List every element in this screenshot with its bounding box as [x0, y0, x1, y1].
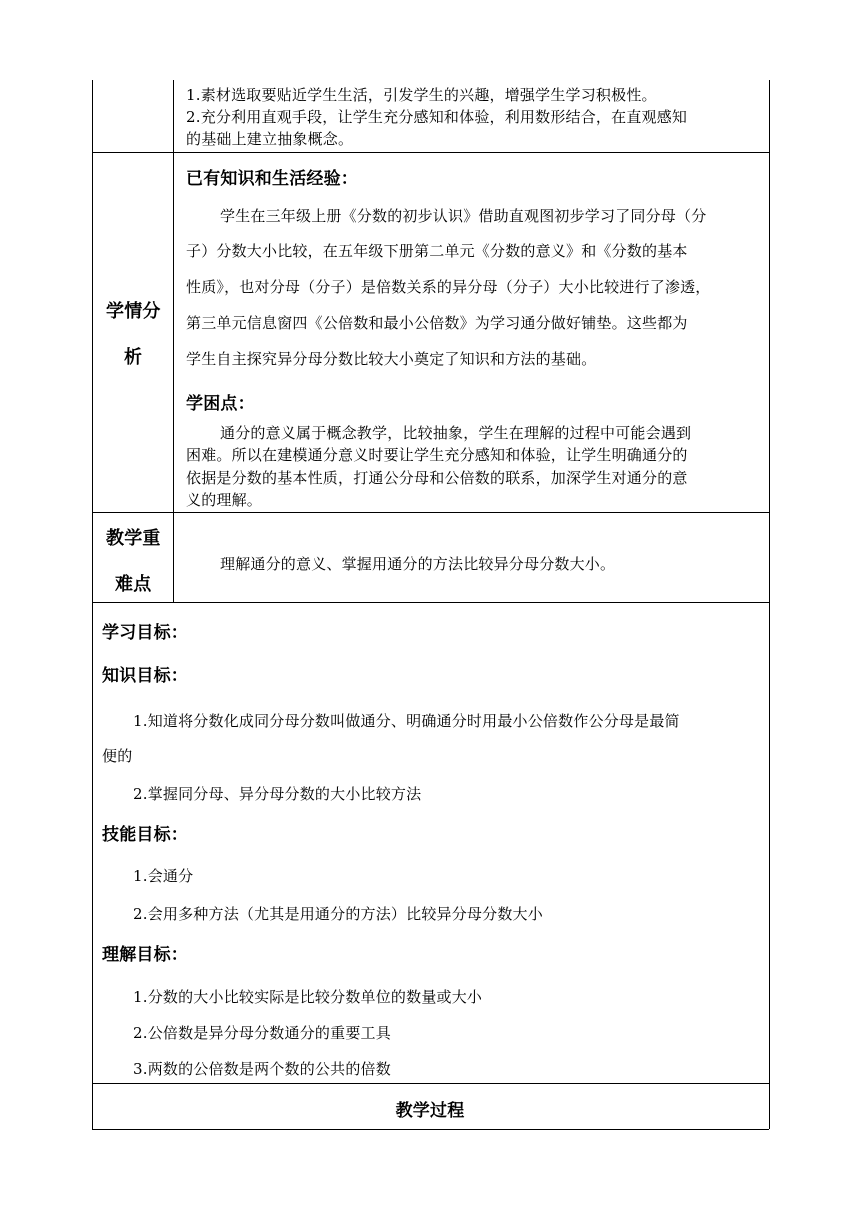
goal-item: 便的 [102, 747, 133, 765]
row-label-key-points: 教学重 [106, 528, 161, 549]
goal-item: 2.会用多种方法（尤其是用通分的方法）比较异分母分数大小 [133, 905, 543, 923]
paragraph-line: 困难。所以在建模通分意义时要让学生充分感知和体验，让学生明确通分的 [186, 446, 688, 464]
teaching-process-title: 教学过程 [395, 1101, 465, 1121]
row-label-xueqing: 学情分 [106, 301, 161, 322]
row-label-key-points-cont: 难点 [115, 574, 152, 595]
goal-item: 3.两数的公倍数是两个数的公共的倍数 [133, 1060, 391, 1078]
lesson-plan-table [92, 80, 770, 1129]
goal-item: 2.公倍数是异分母分数通分的重要工具 [133, 1024, 391, 1042]
goal-item: 1.分数的大小比较实际是比较分数单位的数量或大小 [133, 988, 483, 1006]
paragraph-line: 第三单元信息窗四《公倍数和最小公倍数》为学习通分做好铺垫。这些都为 [186, 314, 688, 332]
row-divider [92, 602, 769, 603]
row-divider [92, 1083, 769, 1084]
row-label-xueqing-cont: 析 [124, 347, 143, 368]
material-principle-2: 2.充分利用直观手段，让学生充分感知和体验，利用数形结合，在直观感知 [186, 108, 688, 126]
knowledge-goals-title: 知识目标： [102, 666, 188, 686]
material-principle-2-cont: 的基础上建立抽象概念。 [186, 130, 354, 148]
goal-item: 2.掌握同分母、异分母分数的大小比较方法 [133, 785, 422, 803]
paragraph-line: 义的理解。 [186, 491, 263, 509]
material-principle-1: 1.素材选取要贴近学生生活，引发学生的兴趣，增强学生学习积极性。 [186, 86, 657, 104]
goal-item: 1.知道将分数化成同分母分数叫做通分、明确通分时用最小公倍数作公分母是最简 [133, 712, 680, 730]
paragraph-line: 性质》，也对分母（分子）是倍数关系的异分母（分子）大小比较进行了渗透， [186, 278, 711, 296]
table-bottom-border [92, 1129, 769, 1130]
row-divider [92, 152, 769, 153]
paragraph-line: 通分的意义属于概念教学，比较抽象，学生在理解的过程中可能会遇到 [220, 424, 692, 442]
row-divider [92, 512, 769, 513]
skill-goals-title: 技能目标： [102, 825, 188, 845]
paragraph-line: 依据是分数的基本性质，打通公分母和公倍数的联系，加深学生对通分的意 [186, 469, 688, 487]
paragraph-line: 子）分数大小比较，在五年级下册第二单元《分数的意义》和《分数的基本 [186, 242, 688, 260]
goal-item: 1.会通分 [133, 867, 194, 885]
paragraph-line: 学生自主探究异分母分数比较大小奠定了知识和方法的基础。 [186, 350, 597, 368]
understanding-goals-title: 理解目标： [102, 945, 188, 965]
key-points-content: 理解通分的意义、掌握用通分的方法比较异分母分数大小。 [220, 555, 616, 573]
heading-prior-knowledge: 已有知识和生活经验： [186, 169, 358, 189]
paragraph-line: 学生在三年级上册《分数的初步认识》借助直观图初步学习了同分母（分 [220, 207, 707, 225]
column-divider [173, 80, 174, 603]
heading-difficulties: 学困点： [186, 394, 255, 414]
learning-goals-title: 学习目标： [102, 623, 188, 643]
